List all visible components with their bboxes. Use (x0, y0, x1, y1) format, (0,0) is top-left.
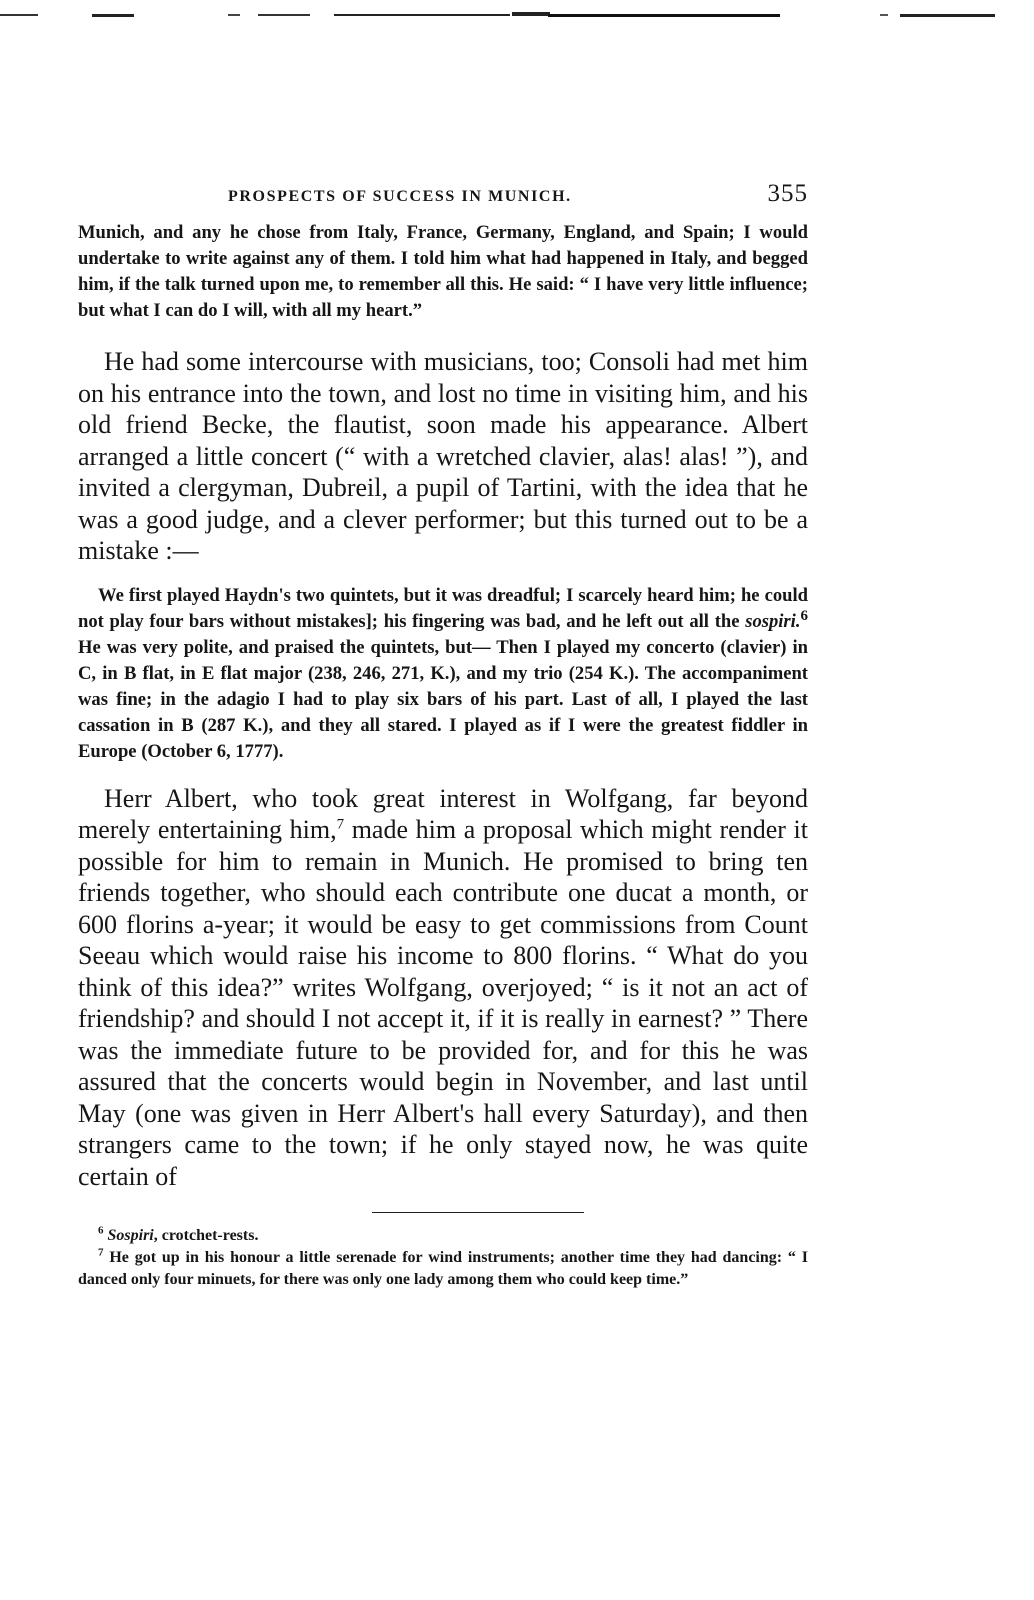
quote-text-before: We first played Haydn's two quintets, but it was dreadful; I scarcely heard him; he could not play four bars without mistakes]; his fingering was bad, and he left out all the (78, 584, 808, 632)
running-head (78, 180, 808, 220)
body-paragraph-albert-proposal (78, 783, 808, 1193)
continued-quote-paragraph: Munich, and any he chose from Italy, France, Germany, England, and Spain; I would undertake to write against any of them. I told him what had happened in Italy, and begged him, if the talk turned upon me, to remember all this. He said: “ I have very little influence; but what I can do I will, with all my heart.” (78, 222, 808, 321)
paragraph-text-before: Herr Albert, who took great interest in Wolfgang, far beyond merely entertaining him, (78, 783, 808, 844)
book-page (78, 180, 808, 1291)
footnote-item (78, 1247, 808, 1291)
footnote-item (78, 1225, 808, 1247)
quote-italic-term: sospiri. (745, 610, 801, 632)
footnote-reference: 6 (800, 607, 808, 624)
block-quote-concert (78, 583, 808, 765)
body-paragraph-musicians: He had some intercourse with musicians, too; Consoli had met him on his entrance into the town, and lost no time in visiting him, and his old friend Becke, the flautist, soon made his appearance. Albert arranged a little concert (“ with a wretched clavier, alas! alas! ”), and invited a clergyman, Dubreil, a pupil of Tartini, with the idea that he was a good judge, and a clever performer; but this turned out to be a mistake :— (78, 347, 808, 565)
footnote-divider (372, 1212, 584, 1213)
footnote-reference: 7 (336, 816, 345, 833)
footnote-text: , crotchet-rests. (153, 1227, 259, 1244)
footnotes (78, 1225, 808, 1291)
page-number: 355 (767, 180, 808, 207)
running-title: PROSPECTS OF SUCCESS IN MUNICH. (228, 188, 572, 205)
footnote-marker: 7 (98, 1246, 104, 1259)
quote-text-after: He was very polite, and praised the quintets, but— Then I played my concerto (clavier) in C, in B flat, in E flat major (238, 246, 271, K.), and my trio (254 K.). The accompaniment was fine; in the adagio I had to play six bars of his part. Last of all, I played the last cassation in B (287 K.), and they all stared. I played as if I were the greatest fiddler in Europe (October 6, 1777). (78, 636, 808, 762)
footnote-marker: 6 (98, 1224, 104, 1237)
paragraph-text-after: made him a proposal which might render it possible for him to remain in Munich. He promised to bring ten friends together, who should each contribute one ducat a month, or 600 florins a-year; it would be easy to get commissions from Count Seeau which would raise his income to 800 florins. “ What do you think of this idea?” writes Wolfgang, overjoyed; “ is it not an act of friendship? and should I not accept it, if it is really in earnest? ” There was the immediate future to be provided for, and for this he was assured that the concerts would begin in November, and last until May (one was given in Herr Albert's hall every Saturday), and then strangers came to the town; if he only stayed now, he was quite certain of (78, 815, 809, 1191)
footnote-italic-term: Sospiri (107, 1227, 154, 1244)
scan-edge-line (0, 10, 1034, 22)
footnote-text: He got up in his honour a little serenade for wind instruments; another time they had dancing: “ I danced only four minuets, for there was only one lady among them who could keep time.” (78, 1249, 808, 1288)
